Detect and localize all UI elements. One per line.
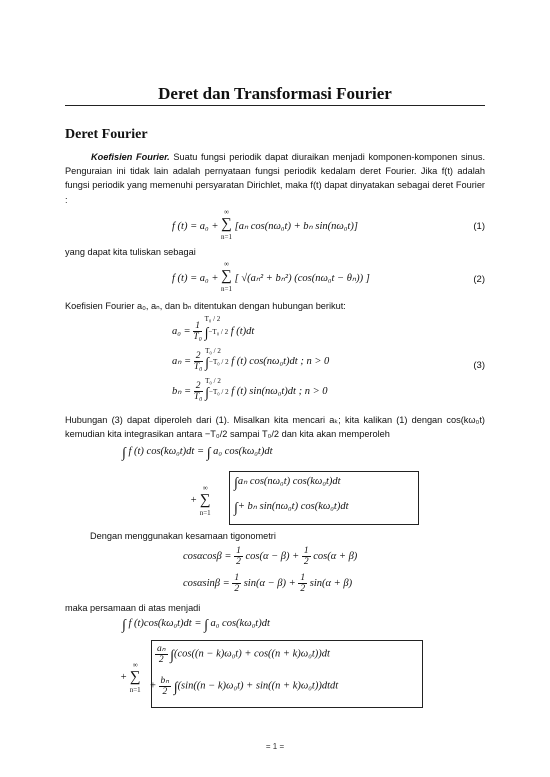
trig-half-1b bbox=[302, 546, 311, 567]
eq3-bn-integral: T₀ / 2 ∫−T₀ / 2 bbox=[205, 377, 229, 401]
page-number: = 1 = bbox=[265, 742, 285, 751]
eq4-lhs: f (t) cos(kω₀t)dt = bbox=[128, 446, 205, 457]
eq4-row1-text: aₙ cos(nω₀t) cos(kω₀t)dt bbox=[237, 476, 341, 487]
eq5-row1: $\frac{\text{aₙ}}{2}$ ∫(cos((n − k)ω₀t) + cos((n + k)ω₀t))dt bbox=[157, 644, 330, 665]
text-6: maka persamaan di atas menjadi bbox=[65, 603, 201, 613]
eq4-plus-sum bbox=[190, 484, 211, 517]
equation-5-line1: ∫ f (t)cos(kω₀t)dt = ∫ a₀ cos(kω₀t)dt bbox=[122, 618, 270, 633]
eq5-sum: ∞ ∑ n=1 bbox=[129, 661, 141, 694]
equation-4-line1: ∫ f (t) cos(kω₀t)dt = ∫ a₀ cos(kω₀t)dt bbox=[122, 446, 273, 461]
eq2-lhs: f (t) = a₀ + bbox=[172, 272, 219, 284]
eq2-number: (2) bbox=[473, 274, 485, 285]
eq4-row1: ∫aₙ cos(nω₀t) cos(kω₀t)dt bbox=[234, 476, 341, 491]
eq3-a0-den: T₀ bbox=[193, 332, 202, 342]
eq3-a0-limit-bottom: −T₀ / 2 bbox=[208, 328, 229, 336]
eq1-sum-bottom: n=1 bbox=[221, 233, 232, 241]
section-heading: Deret Fourier bbox=[65, 127, 148, 142]
eq5-row2-coef-den: 2 bbox=[162, 687, 168, 697]
equation-3-an bbox=[172, 348, 329, 375]
eq3-an-den: T₀ bbox=[193, 362, 203, 372]
eq3-bn-den: T₀ bbox=[193, 392, 203, 402]
trig-half-num: 1 bbox=[236, 546, 241, 556]
eq5-lhs: f (t)cos(kω₀t)dt = bbox=[128, 618, 202, 629]
eq5-row2-coef bbox=[159, 675, 172, 697]
text-2: yang dapat kita tuliskan sebagai bbox=[65, 247, 196, 257]
eq5-row1-coef-num: aₙ bbox=[157, 644, 166, 654]
eq1-sum-top: ∞ bbox=[224, 208, 229, 216]
trig-half-num-c: 1 bbox=[234, 573, 240, 583]
trig-half-1a bbox=[234, 546, 243, 567]
eq5-plus: + bbox=[120, 671, 128, 683]
eq3-a0-fraction bbox=[193, 321, 202, 342]
eq3-number: (3) bbox=[473, 360, 485, 371]
eq3-an-integral: T₀ / 2 ∫−T₀ / 2 bbox=[205, 347, 229, 371]
eq1-number: (1) bbox=[473, 221, 485, 232]
trig-half-2b bbox=[298, 573, 307, 594]
page-title: Deret dan Transformasi Fourier bbox=[158, 84, 392, 103]
eq3-bn-num: 2 bbox=[195, 381, 201, 391]
eq2-sum-top: ∞ bbox=[224, 260, 229, 268]
eq3-an-limit-top: T₀ / 2 bbox=[205, 347, 221, 355]
text-5: Dengan menggunakan kesamaan tigonometri bbox=[90, 531, 276, 541]
intro-lead: Koefisien Fourier. bbox=[91, 152, 170, 162]
eq4-right-bracket bbox=[415, 471, 419, 525]
eq3-bn-fraction bbox=[194, 381, 203, 402]
eq3-a0-lhs: a₀ = bbox=[172, 325, 191, 337]
eq4-row2: ∫+ bₙ sin(nω₀t) cos(kω₀t)dt bbox=[234, 501, 349, 516]
trig-l2: cosαsinβ = bbox=[183, 577, 230, 589]
eq3-an-num: 2 bbox=[195, 351, 201, 361]
trig-r1a: cos(α − β) + bbox=[245, 550, 300, 562]
equation-3-bn bbox=[172, 378, 328, 405]
eq3-an-fraction bbox=[194, 351, 203, 372]
eq5-row1-text: (cos((n − k)ω₀t) + cos((n + k)ω₀t))dt bbox=[174, 648, 330, 660]
eq4-rhs1: a₀ cos(kω₀t)dt bbox=[213, 446, 273, 457]
eq5-right-bracket bbox=[419, 640, 423, 708]
eq2-sum-bottom: n=1 bbox=[221, 285, 232, 293]
trig-half-2a bbox=[232, 573, 241, 594]
eq4-sum-bottom: n=1 bbox=[199, 509, 211, 517]
eq4-sum-top: ∞ bbox=[202, 484, 208, 492]
eq5-plus-sum bbox=[120, 661, 141, 694]
eq4-row2-text: + bₙ sin(nω₀t) cos(kω₀t)dt bbox=[237, 501, 349, 512]
eq2-body: [ √(aₙ² + bₙ²) (cos(nω₀t − θₙ)) ] bbox=[234, 272, 370, 284]
trig-half-den-c: 2 bbox=[234, 584, 240, 594]
title-rule bbox=[65, 105, 485, 106]
eq3-bn-lhs: bₙ = bbox=[172, 385, 192, 397]
trig-r2a: sin(α − β) + bbox=[243, 577, 296, 589]
eq5-sum-top: ∞ bbox=[132, 661, 138, 669]
eq5-row2: + $\frac{\text{bₙ}}{2}$ ∫(sin((n − k)ω₀t) + sin((n + k)ω₀t))dtdt bbox=[150, 676, 339, 697]
eq3-a0-num: 1 bbox=[195, 321, 200, 331]
intro-text: Suatu fungsi periodik dapat diuraikan menjadi komponen-komponen sinus. Penguraian ini tidak lain adalah pernyataan fungsi periodik kedalam deret Fourier. Jika f(t) adalah fungsi periodik yang memenuhi persyaratan Dirichlet, maka f(t) dapat dinyatakan sebagai deret Fourier : bbox=[65, 152, 485, 205]
eq5-sum-bottom: n=1 bbox=[129, 686, 141, 694]
trig-r2b: sin(α + β) bbox=[309, 577, 353, 589]
trig-r1b: cos(α + β) bbox=[313, 550, 358, 562]
trig-identity-1 bbox=[183, 546, 357, 567]
paragraph-4: Hubungan (3) dapat diperoleh dari (1). Misalkan kita mencari aₖ; kita kalikan (1) dengan cos(kω₀t) kemudian kita integrasikan antara −T₀/2 sampai T₀/2 dan kita akan memperoleh bbox=[65, 415, 485, 440]
eq3-an-lhs: aₙ = bbox=[172, 355, 192, 367]
equation-2 bbox=[172, 262, 370, 295]
trig-l1: cosαcosβ = bbox=[183, 550, 232, 562]
trig-half-den-b: 2 bbox=[303, 557, 309, 567]
trig-half-den-d: 2 bbox=[300, 584, 306, 594]
eq3-bn-limit-top: T₀ / 2 bbox=[205, 377, 221, 385]
eq1-body: [aₙ cos(nω₀t) + bₙ sin(nω₀t)] bbox=[234, 220, 358, 232]
intro-paragraph bbox=[65, 150, 485, 207]
eq3-a0-limit-top: T₀ / 2 bbox=[204, 315, 221, 323]
eq3-bn-limit-bottom: −T₀ / 2 bbox=[209, 388, 229, 396]
eq5-row2-coef-num: bₙ bbox=[160, 676, 170, 686]
eq1-sum: ∞ ∑ n=1 bbox=[221, 208, 232, 241]
eq2-sum: ∞ ∑ n=1 bbox=[221, 260, 232, 293]
equation-3-a0 bbox=[172, 315, 255, 345]
eq3-a0-integral: T₀ / 2 ∫−T₀ / 2 bbox=[204, 315, 229, 341]
eq3-a0-body: f (t)dt bbox=[230, 325, 255, 337]
trig-half-num-d: 1 bbox=[300, 573, 306, 583]
eq1-lhs: f (t) = a₀ + bbox=[172, 220, 219, 232]
eq5-row1-coef-den: 2 bbox=[158, 655, 164, 665]
eq5-rhs1: a₀ cos(kω₀t)dt bbox=[210, 618, 270, 629]
trig-identity-2 bbox=[183, 573, 352, 594]
eq5-row1-coef bbox=[155, 643, 168, 665]
eq5-row2-text: (sin((n − k)ω₀t) + sin((n + k)ω₀t))dtdt bbox=[177, 680, 339, 692]
trig-half-den: 2 bbox=[236, 557, 241, 567]
text-3: Koefisien Fourier a₀, aₙ, dan bₙ ditentukan dengan hubungan berikut: bbox=[65, 301, 346, 311]
eq3-an-body: f (t) cos(nω₀t)dt ; n > 0 bbox=[231, 355, 330, 367]
trig-half-num-b: 1 bbox=[303, 546, 309, 556]
eq3-bn-body: f (t) sin(nω₀t)dt ; n > 0 bbox=[231, 385, 328, 397]
eq3-an-limit-bottom: −T₀ / 2 bbox=[209, 358, 229, 366]
equation-1 bbox=[172, 210, 358, 243]
eq4-sum: ∞ ∑ n=1 bbox=[199, 484, 211, 517]
eq4-plus: + bbox=[190, 494, 198, 506]
